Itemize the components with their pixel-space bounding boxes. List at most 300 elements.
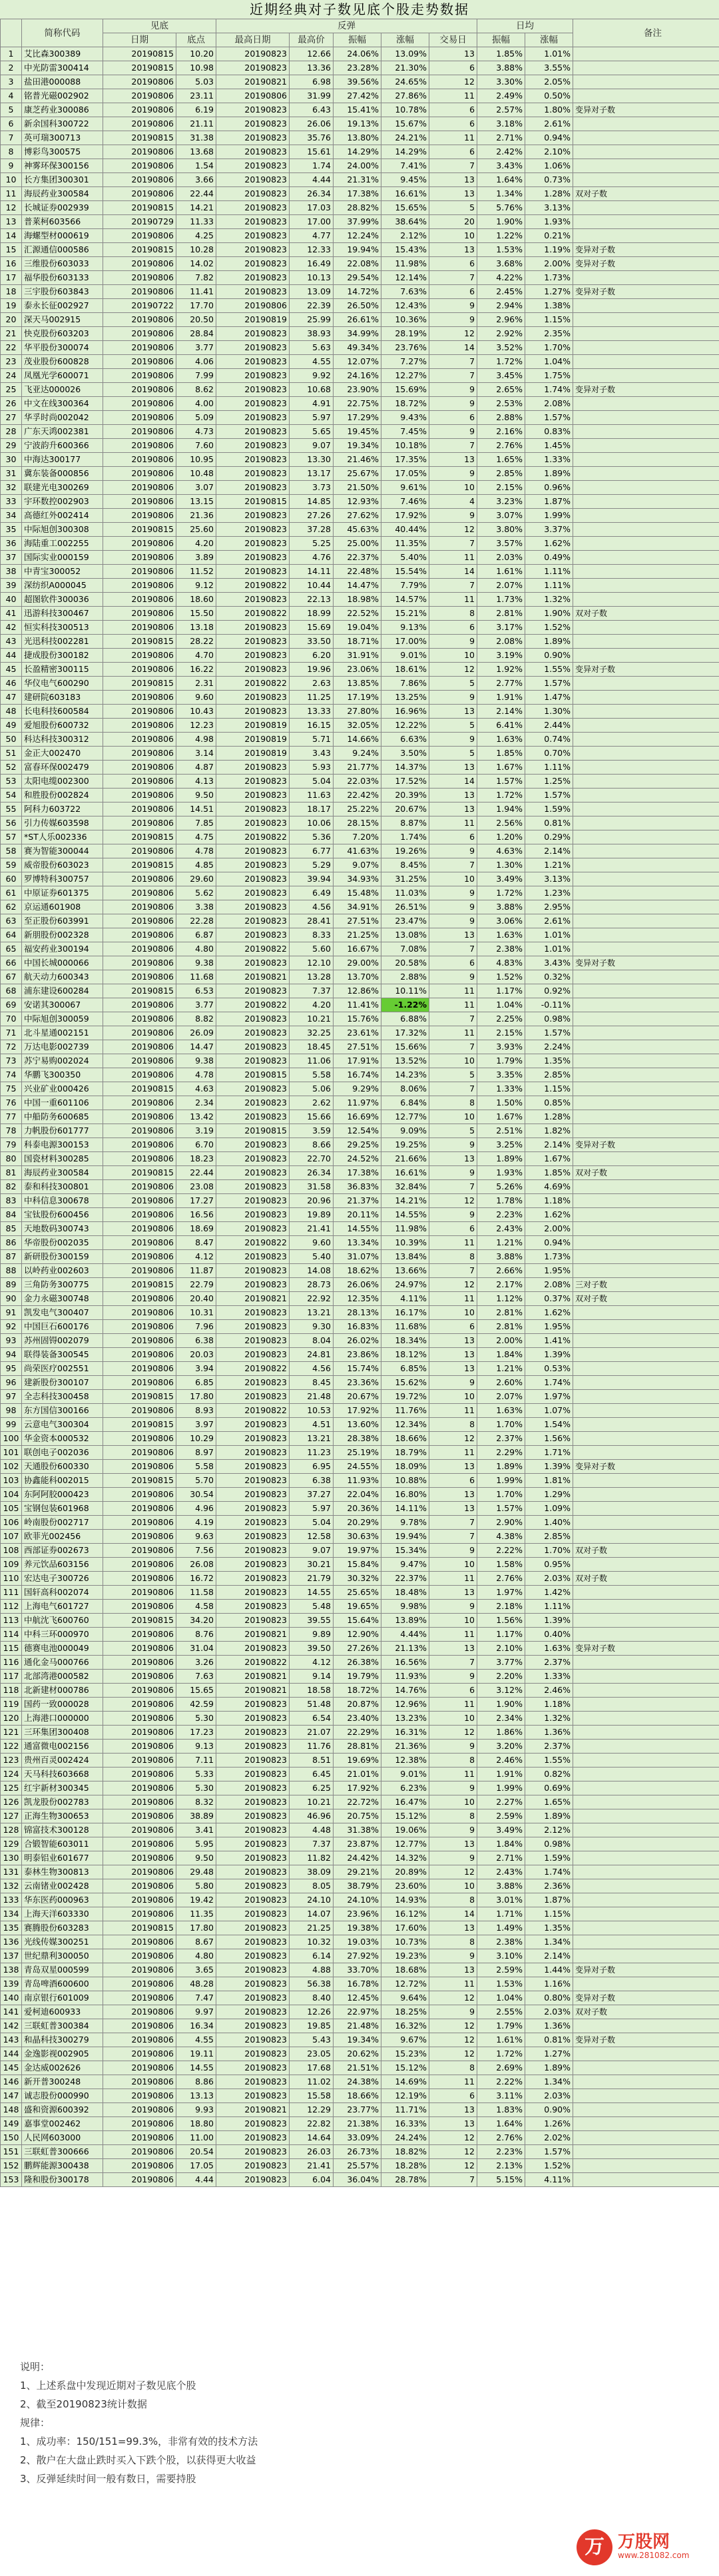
daily-gain-cell: 1.90% (525, 607, 573, 621)
amplitude-cell: 29.54% (334, 271, 381, 285)
stock-name-code-cell: 宁波韵升600366 (22, 439, 103, 453)
bottom-price-cell: 48.28 (176, 1977, 216, 1991)
remark-cell (573, 75, 719, 89)
daily-amplitude-cell: 1.91% (477, 1768, 525, 1781)
bottom-date-cell: 20190806 (103, 495, 176, 509)
trading-days-cell: 6 (429, 830, 477, 844)
gain-cell: 9.98% (381, 1600, 429, 1614)
bottom-price-cell: 3.94 (176, 1362, 216, 1376)
stock-name-code-cell: 康芝药业300086 (22, 103, 103, 117)
remark-cell (573, 579, 719, 593)
amplitude-cell: 23.96% (334, 1907, 381, 1921)
daily-amplitude-cell: 2.23% (477, 2145, 525, 2159)
gain-cell: 15.21% (381, 607, 429, 621)
amplitude-cell: 22.42% (334, 789, 381, 803)
daily-gain-cell: -0.11% (525, 998, 573, 1012)
trading-days-cell: 11 (429, 1572, 477, 1586)
gain-cell: 12.72% (381, 1977, 429, 1991)
table-row (1, 243, 719, 257)
stock-name-code-cell: 深天马002915 (22, 313, 103, 327)
trading-days-cell: 8 (429, 1893, 477, 1907)
peak-date-cell: 20190823 (216, 383, 290, 397)
bottom-date-cell: 20190815 (103, 1474, 176, 1488)
remark-cell (573, 984, 719, 998)
remark-cell (573, 1208, 719, 1222)
amplitude-cell: 26.02% (334, 1334, 381, 1348)
bottom-date-cell: 20190806 (103, 285, 176, 299)
gain-cell: -1.22% (381, 998, 429, 1012)
daily-amplitude-cell: 3.30% (477, 75, 525, 89)
bottom-date-cell: 20190806 (103, 2131, 176, 2145)
bottom-date-cell: 20190806 (103, 145, 176, 159)
trading-days-cell: 9 (429, 1208, 477, 1222)
bottom-date-cell: 20190806 (103, 439, 176, 453)
bottom-date-cell: 20190815 (103, 201, 176, 215)
bottom-date-cell: 20190806 (103, 1795, 176, 1809)
trading-days-cell: 13 (429, 1460, 477, 1474)
table-row (1, 1166, 719, 1180)
trading-days-cell: 12 (429, 75, 477, 89)
bottom-price-cell: 4.25 (176, 229, 216, 243)
peak-price-cell: 4.12 (290, 1656, 334, 1670)
amplitude-cell: 22.72% (334, 1795, 381, 1809)
remark-cell (573, 1809, 719, 1823)
daily-amplitude-cell: 3.49% (477, 872, 525, 886)
remark-cell (573, 1837, 719, 1851)
gain-cell: 7.45% (381, 425, 429, 439)
stock-name-code-cell: 艾比森300389 (22, 47, 103, 61)
gain-cell: 18.68% (381, 1963, 429, 1977)
peak-date-cell: 20190823 (216, 551, 290, 565)
remark-cell (573, 705, 719, 719)
bottom-price-cell: 4.13 (176, 775, 216, 789)
row-index-cell: 24 (1, 369, 22, 383)
peak-price-cell: 27.26 (290, 509, 334, 523)
peak-price-cell: 22.39 (290, 299, 334, 313)
row-index-cell: 18 (1, 285, 22, 299)
peak-price-cell: 18.45 (290, 1040, 334, 1054)
stock-name-code-cell: 全志科技300458 (22, 1390, 103, 1404)
amplitude-cell: 21.77% (334, 761, 381, 775)
amplitude-cell: 13.80% (334, 131, 381, 145)
stock-name-code-cell: 光线传媒300251 (22, 1935, 103, 1949)
remark-cell (573, 2019, 719, 2033)
peak-date-cell: 20190823 (216, 565, 290, 579)
row-index-cell: 118 (1, 1684, 22, 1698)
stock-name-code-cell: 合锻智能603011 (22, 1837, 103, 1851)
peak-price-cell: 11.76 (290, 1740, 334, 1754)
peak-price-cell: 5.06 (290, 1082, 334, 1096)
peak-price-cell: 5.58 (290, 1068, 334, 1082)
bottom-date-cell: 20190806 (103, 733, 176, 747)
remark-cell (573, 1670, 719, 1684)
row-index-cell: 90 (1, 1292, 22, 1306)
stock-name-code-cell: 东方国信300166 (22, 1404, 103, 1418)
bottom-date-cell: 20190806 (103, 1642, 176, 1656)
stock-name-code-cell: 上海电气601727 (22, 1600, 103, 1614)
row-index-cell: 9 (1, 159, 22, 173)
trading-days-cell: 9 (429, 900, 477, 914)
gain-cell: 19.23% (381, 1949, 429, 1963)
table-row (1, 998, 719, 1012)
trading-days-cell: 9 (429, 1544, 477, 1558)
peak-price-cell: 33.50 (290, 635, 334, 649)
bottom-date-cell: 20190806 (103, 1516, 176, 1530)
bottom-date-cell: 20190806 (103, 159, 176, 173)
bottom-price-cell: 22.28 (176, 914, 216, 928)
trading-days-cell: 9 (429, 635, 477, 649)
bottom-date-cell: 20190806 (103, 747, 176, 761)
amplitude-cell: 16.78% (334, 1977, 381, 1991)
peak-price-cell: 14.64 (290, 2131, 334, 2145)
bottom-date-cell: 20190806 (103, 1558, 176, 1572)
stock-name-code-cell: 联创电子002036 (22, 1446, 103, 1460)
bottom-price-cell: 23.11 (176, 89, 216, 103)
amplitude-cell: 36.04% (334, 2173, 381, 2187)
daily-amplitude-cell: 1.73% (477, 593, 525, 607)
trading-days-cell: 6 (429, 285, 477, 299)
gain-cell: 11.68% (381, 1320, 429, 1334)
peak-price-cell: 37.28 (290, 523, 334, 537)
row-index-cell: 67 (1, 970, 22, 984)
stock-name-code-cell: 明泰铝业601677 (22, 1851, 103, 1865)
daily-amplitude-cell: 3.20% (477, 1740, 525, 1754)
bottom-date-cell: 20190815 (103, 677, 176, 691)
bottom-price-cell: 28.84 (176, 327, 216, 341)
trading-days-cell: 12 (429, 1432, 477, 1446)
bottom-date-cell: 20190806 (103, 1054, 176, 1068)
amplitude-cell: 25.00% (334, 537, 381, 551)
daily-gain-cell: 0.21% (525, 229, 573, 243)
peak-price-cell: 13.30 (290, 453, 334, 467)
amplitude-cell: 21.31% (334, 173, 381, 187)
row-index-cell: 69 (1, 998, 22, 1012)
bottom-price-cell: 23.08 (176, 1180, 216, 1194)
peak-date-cell: 20190823 (216, 2033, 290, 2047)
table-row (1, 2033, 719, 2047)
stock-name-code-cell: 博彩鸟300575 (22, 145, 103, 159)
stock-name-code-cell: 茂业股份600828 (22, 355, 103, 369)
row-index-cell: 138 (1, 1963, 22, 1977)
table-row (1, 2117, 719, 2131)
stock-name-code-cell: 凯龙股份002783 (22, 1795, 103, 1809)
bottom-price-cell: 4.87 (176, 761, 216, 775)
stock-name-code-cell: 华帝股份002035 (22, 1236, 103, 1250)
daily-amplitude-cell: 3.93% (477, 1040, 525, 1054)
bottom-price-cell: 3.89 (176, 551, 216, 565)
row-index-cell: 115 (1, 1642, 22, 1656)
amplitude-cell: 25.57% (334, 2159, 381, 2173)
bottom-price-cell: 10.20 (176, 47, 216, 61)
remark-cell (573, 1334, 719, 1348)
bottom-date-cell: 20190806 (103, 257, 176, 271)
row-index-cell: 127 (1, 1809, 22, 1823)
stock-name-code-cell: 海螺型材000619 (22, 229, 103, 243)
daily-amplitude-cell: 4.63% (477, 844, 525, 858)
stock-name-code-cell: 超图软件300036 (22, 593, 103, 607)
row-index-cell: 19 (1, 299, 22, 313)
daily-gain-cell: 0.73% (525, 173, 573, 187)
gain-cell: 9.09% (381, 1124, 429, 1138)
table-row (1, 523, 719, 537)
daily-amplitude-cell: 1.22% (477, 229, 525, 243)
bottom-date-cell: 20190806 (103, 1208, 176, 1222)
daily-gain-cell: 1.33% (525, 1670, 573, 1684)
daily-gain-cell: 1.38% (525, 299, 573, 313)
daily-amplitude-cell: 5.26% (477, 1180, 525, 1194)
row-index-cell: 34 (1, 509, 22, 523)
trading-days-cell: 7 (429, 1040, 477, 1054)
trading-days-cell: 10 (429, 1390, 477, 1404)
gain-cell: 23.60% (381, 1879, 429, 1893)
peak-date-cell: 20190823 (216, 1138, 290, 1152)
watermark-logo-icon (577, 2529, 612, 2565)
row-index-cell: 117 (1, 1670, 22, 1684)
gain-cell: 9.61% (381, 481, 429, 495)
amplitude-cell: 18.98% (334, 593, 381, 607)
amplitude-cell: 17.92% (334, 1404, 381, 1418)
bottom-price-cell: 3.77 (176, 341, 216, 355)
row-index-cell: 87 (1, 1250, 22, 1264)
row-index-cell: 141 (1, 2005, 22, 2019)
daily-amplitude-cell: 1.72% (477, 355, 525, 369)
peak-date-cell: 20190823 (216, 872, 290, 886)
trading-days-cell: 7 (429, 369, 477, 383)
stock-name-code-cell: 三宇股份603843 (22, 285, 103, 299)
row-index-cell: 116 (1, 1656, 22, 1670)
daily-gain-cell: 1.23% (525, 886, 573, 900)
gain-cell: 14.76% (381, 1684, 429, 1698)
gain-cell: 21.36% (381, 1740, 429, 1754)
bottom-price-cell: 4.70 (176, 649, 216, 663)
gain-cell: 38.64% (381, 215, 429, 229)
daily-gain-cell: 0.29% (525, 830, 573, 844)
remark-cell: 双对子数 (573, 2005, 719, 2019)
peak-price-cell: 5.97 (290, 1502, 334, 1516)
stock-name-code-cell: 中际旭创300059 (22, 1012, 103, 1026)
table-body (1, 47, 719, 2187)
peak-price-cell: 4.91 (290, 397, 334, 411)
amplitude-cell: 21.37% (334, 1194, 381, 1208)
peak-price-cell: 5.40 (290, 1250, 334, 1264)
daily-amplitude-cell: 2.88% (477, 411, 525, 425)
peak-price-cell: 31.58 (290, 1180, 334, 1194)
table-row (1, 1446, 719, 1460)
table-row (1, 579, 719, 593)
peak-date-cell: 20190821 (216, 1292, 290, 1306)
trading-days-cell: 6 (429, 411, 477, 425)
trading-days-cell: 9 (429, 1600, 477, 1614)
amplitude-cell: 19.34% (334, 439, 381, 453)
bottom-date-cell: 20190806 (103, 1823, 176, 1837)
table-row (1, 187, 719, 201)
bottom-price-cell: 4.12 (176, 1250, 216, 1264)
row-index-cell: 7 (1, 131, 22, 145)
daily-gain-cell: 1.95% (525, 1320, 573, 1334)
bottom-date-cell: 20190806 (103, 1893, 176, 1907)
gain-cell: 6.84% (381, 1096, 429, 1110)
bottom-date-cell: 20190815 (103, 635, 176, 649)
peak-price-cell: 11.02 (290, 2075, 334, 2089)
peak-date-cell: 20190823 (216, 803, 290, 816)
daily-gain-cell: 2.36% (525, 1879, 573, 1893)
daily-amplitude-cell: 1.33% (477, 1082, 525, 1096)
bottom-price-cell: 11.00 (176, 2131, 216, 2145)
stock-name-code-cell: 金力永磁300748 (22, 1292, 103, 1306)
amplitude-cell: 21.50% (334, 481, 381, 495)
table-row (1, 1362, 719, 1376)
peak-date-cell: 20190823 (216, 1110, 290, 1124)
bottom-date-cell: 20190806 (103, 1879, 176, 1893)
stock-name-code-cell: 恒实科技300513 (22, 621, 103, 635)
peak-date-cell: 20190823 (216, 355, 290, 369)
remark-cell: 变异对子数 (573, 257, 719, 271)
row-index-cell: 145 (1, 2061, 22, 2075)
trading-days-cell: 13 (429, 1348, 477, 1362)
gain-cell: 12.43% (381, 299, 429, 313)
bottom-price-cell: 8.76 (176, 1628, 216, 1642)
rules-label: 规律： (20, 2417, 51, 2429)
trading-days-cell: 7 (429, 858, 477, 872)
trading-days-cell: 9 (429, 1823, 477, 1837)
amplitude-cell: 31.38% (334, 1823, 381, 1837)
daily-gain-cell: 1.34% (525, 2075, 573, 2089)
peak-price-cell: 39.94 (290, 872, 334, 886)
remark-cell (573, 1586, 719, 1600)
row-index-cell: 129 (1, 1837, 22, 1851)
peak-date-cell: 20190823 (216, 439, 290, 453)
amplitude-cell: 17.38% (334, 187, 381, 201)
daily-amplitude-cell: 2.76% (477, 1572, 525, 1586)
table-row (1, 1404, 719, 1418)
bottom-date-cell: 20190806 (103, 1544, 176, 1558)
bottom-price-cell: 3.66 (176, 173, 216, 187)
table-row (1, 942, 719, 956)
stock-name-code-cell: 高德红外002414 (22, 509, 103, 523)
trading-days-cell: 13 (429, 1362, 477, 1376)
bottom-date-cell: 20190815 (103, 523, 176, 537)
row-index-cell: 98 (1, 1404, 22, 1418)
daily-amplitude-cell: 3.01% (477, 1893, 525, 1907)
row-index-cell: 62 (1, 900, 22, 914)
amplitude-cell: 21.01% (334, 1768, 381, 1781)
daily-gain-cell: 0.98% (525, 1837, 573, 1851)
gain-cell: 9.45% (381, 173, 429, 187)
gain-cell: 13.84% (381, 1250, 429, 1264)
trading-days-cell: 9 (429, 1949, 477, 1963)
gain-cell: 18.12% (381, 1348, 429, 1362)
bottom-date-cell: 20190806 (103, 2047, 176, 2061)
daily-amplitude-cell: 2.14% (477, 705, 525, 719)
stock-name-code-cell: 华金资本000532 (22, 1432, 103, 1446)
trading-days-cell: 11 (429, 1292, 477, 1306)
daily-amplitude-cell: 1.99% (477, 1474, 525, 1488)
daily-amplitude-cell: 3.18% (477, 117, 525, 131)
bottom-price-cell: 8.82 (176, 1012, 216, 1026)
trading-days-cell: 12 (429, 2131, 477, 2145)
gain-cell: 18.72% (381, 397, 429, 411)
table-row (1, 75, 719, 89)
bottom-date-cell: 20190806 (103, 551, 176, 565)
gain-cell: 26.51% (381, 900, 429, 914)
peak-date-cell: 20190819 (216, 747, 290, 761)
peak-price-cell: 17.68 (290, 2061, 334, 2075)
table-row (1, 1460, 719, 1474)
trading-days-cell: 12 (429, 327, 477, 341)
table-row (1, 1740, 719, 1754)
bottom-price-cell: 16.34 (176, 2019, 216, 2033)
bottom-price-cell: 4.20 (176, 537, 216, 551)
gain-cell: 20.58% (381, 956, 429, 970)
row-index-cell: 30 (1, 453, 22, 467)
stock-name-code-cell: 协鑫能科002015 (22, 1474, 103, 1488)
bottom-date-cell: 20190806 (103, 1670, 176, 1684)
gain-cell: 19.94% (381, 1530, 429, 1544)
trading-days-cell: 11 (429, 1446, 477, 1460)
remark-cell (573, 747, 719, 761)
table-row (1, 537, 719, 551)
daily-gain-cell: 2.02% (525, 2131, 573, 2145)
peak-price-cell: 35.76 (290, 131, 334, 145)
remark-cell (573, 299, 719, 313)
daily-gain-cell: 1.57% (525, 411, 573, 425)
daily-amplitude-cell: 1.93% (477, 1166, 525, 1180)
remark-cell (573, 872, 719, 886)
peak-price-cell: 12.33 (290, 243, 334, 257)
peak-date-cell: 20190823 (216, 243, 290, 257)
row-index-cell: 53 (1, 775, 22, 789)
amplitude-cell: 18.71% (334, 635, 381, 649)
gain-cell: 10.78% (381, 103, 429, 117)
header-rebound-group: 反弹 (216, 19, 477, 33)
remark-cell (573, 131, 719, 145)
table-row (1, 1278, 719, 1292)
remark-cell (573, 998, 719, 1012)
remark-cell (573, 47, 719, 61)
trading-days-cell: 12 (429, 2019, 477, 2033)
daily-amplitude-cell: 2.60% (477, 1376, 525, 1390)
bottom-date-cell: 20190815 (103, 1418, 176, 1432)
bottom-price-cell: 16.56 (176, 1208, 216, 1222)
bottom-price-cell: 20.40 (176, 1292, 216, 1306)
daily-amplitude-cell: 2.07% (477, 1390, 525, 1404)
bottom-date-cell: 20190806 (103, 341, 176, 355)
daily-gain-cell: 2.03% (525, 2005, 573, 2019)
gain-cell: 16.17% (381, 1306, 429, 1320)
peak-date-cell: 20190823 (216, 761, 290, 775)
stock-name-code-cell: 光迅科技002281 (22, 635, 103, 649)
peak-price-cell: 4.76 (290, 551, 334, 565)
daily-gain-cell: 0.40% (525, 1628, 573, 1642)
bottom-price-cell: 3.38 (176, 900, 216, 914)
trading-days-cell: 11 (429, 551, 477, 565)
row-index-cell: 142 (1, 2019, 22, 2033)
peak-price-cell: 6.98 (290, 75, 334, 89)
bottom-date-cell: 20190806 (103, 1754, 176, 1768)
peak-price-cell: 11.25 (290, 691, 334, 705)
daily-gain-cell: 1.01% (525, 47, 573, 61)
daily-amplitude-cell: 1.04% (477, 998, 525, 1012)
peak-date-cell: 20190823 (216, 229, 290, 243)
daily-gain-cell: 1.74% (525, 1865, 573, 1879)
bottom-date-cell: 20190806 (103, 1180, 176, 1194)
peak-price-cell: 10.21 (290, 1012, 334, 1026)
trading-days-cell: 6 (429, 621, 477, 635)
peak-price-cell: 15.61 (290, 145, 334, 159)
remark-cell (573, 439, 719, 453)
bottom-date-cell: 20190806 (103, 2103, 176, 2117)
gain-cell: 17.00% (381, 635, 429, 649)
